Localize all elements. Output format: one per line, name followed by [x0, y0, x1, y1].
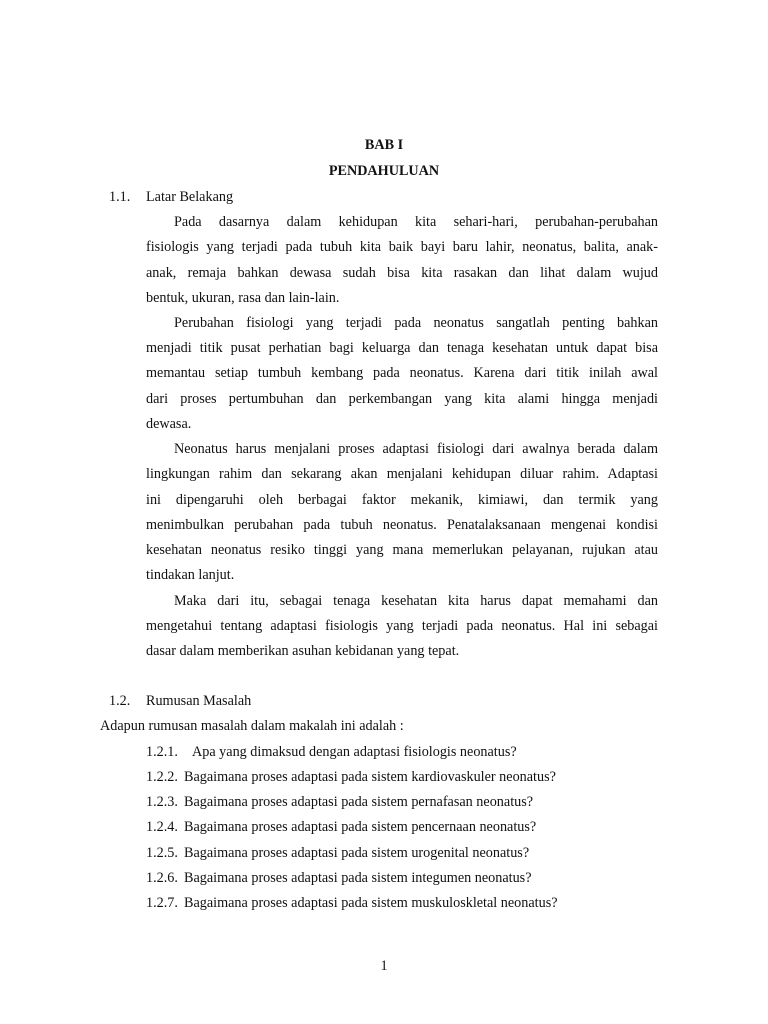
paragraph-line: dewasa. — [146, 416, 192, 432]
paragraph-line: Perubahan fisiologi yang terjadi pada neonatus sangatlah penting bahkan — [174, 315, 658, 331]
page-number: 1 — [380, 958, 388, 974]
paragraph-line: anak, remaja bahkan dewasa sudah bisa kita rasakan dan lihat dalam wujud — [146, 265, 658, 281]
paragraph-line: memantau setiap tumbuh kembang pada neonatus. Karena dari titik inilah awal — [146, 365, 658, 381]
list-item-text: Bagaimana proses adaptasi pada sistem urogenital neonatus? — [184, 845, 530, 861]
list-item-number: 1.2.7. — [146, 895, 178, 911]
section-title: Latar Belakang — [146, 189, 234, 205]
list-item-text: Bagaimana proses adaptasi pada sistem muskuloskletal neonatus? — [184, 895, 558, 911]
list-item-number: 1.2.6. — [146, 870, 178, 886]
list-item-text: Bagaimana proses adaptasi pada sistem integumen neonatus? — [184, 870, 532, 886]
paragraph-line: menjadi titik pusat perhatian bagi keluarga dan tenaga kesehatan untuk dapat bisa — [146, 340, 658, 356]
list-item-text: Bagaimana proses adaptasi pada sistem pernafasan neonatus? — [184, 794, 534, 810]
paragraph-line: lingkungan rahim dan sekarang akan menjalani kehidupan diluar rahim. Adaptasi — [146, 466, 658, 482]
list-item-text: Bagaimana proses adaptasi pada sistem kardiovaskuler neonatus? — [184, 769, 556, 785]
paragraph-line: ini dipengaruhi oleh berbagai faktor mekanik, kimiawi, dan termik yang — [146, 492, 658, 508]
chapter-title: PENDAHULUAN — [328, 163, 440, 179]
section-title: Rumusan Masalah — [146, 693, 252, 709]
section-number: 1.2. — [109, 693, 131, 709]
list-item-number: 1.2.2. — [146, 769, 178, 785]
paragraph-line: dasar dalam memberikan asuhan kebidanan yang tepat. — [146, 643, 460, 659]
paragraph-line: tindakan lanjut. — [146, 567, 235, 583]
paragraph-line: menimbulkan perubahan pada tubuh neonatus. Penatalaksanaan mengenai kondisi — [146, 517, 658, 533]
list-item-text: Bagaimana proses adaptasi pada sistem pencernaan neonatus? — [184, 819, 537, 835]
paragraph-line: Maka dari itu, sebagai tenaga kesehatan kita harus dapat memahami dan — [174, 593, 658, 609]
section-number: 1.1. — [109, 189, 131, 205]
paragraph-line: mengetahui tentang adaptasi fisiologis yang terjadi pada neonatus. Hal ini sebagai — [146, 618, 658, 634]
list-item-number: 1.2.1. — [146, 744, 178, 760]
list-item-number: 1.2.3. — [146, 794, 178, 810]
paragraph-line: fisiologis yang terjadi pada tubuh kita baik bayi baru lahir, neonatus, balita, anak- — [146, 239, 658, 255]
paragraph-line: dari proses pertumbuhan dan perkembangan yang kita alami hingga menjadi — [146, 391, 658, 407]
paragraph-line: Neonatus harus menjalani proses adaptasi fisiologi dari awalnya berada dalam — [174, 441, 658, 457]
paragraph-line: bentuk, ukuran, rasa dan lain-lain. — [146, 290, 340, 306]
list-item-text: Apa yang dimaksud dengan adaptasi fisiologis neonatus? — [192, 744, 517, 760]
paragraph-line: kesehatan neonatus resiko tinggi yang mana memerlukan pelayanan, rujukan atau — [146, 542, 658, 558]
chapter-label: BAB I — [364, 137, 404, 153]
list-item-number: 1.2.4. — [146, 819, 178, 835]
paragraph-line: Pada dasarnya dalam kehidupan kita sehari-hari, perubahan-perubahan — [174, 214, 658, 230]
section-intro: Adapun rumusan masalah dalam makalah ini adalah : — [100, 718, 404, 734]
list-item-number: 1.2.5. — [146, 845, 178, 861]
